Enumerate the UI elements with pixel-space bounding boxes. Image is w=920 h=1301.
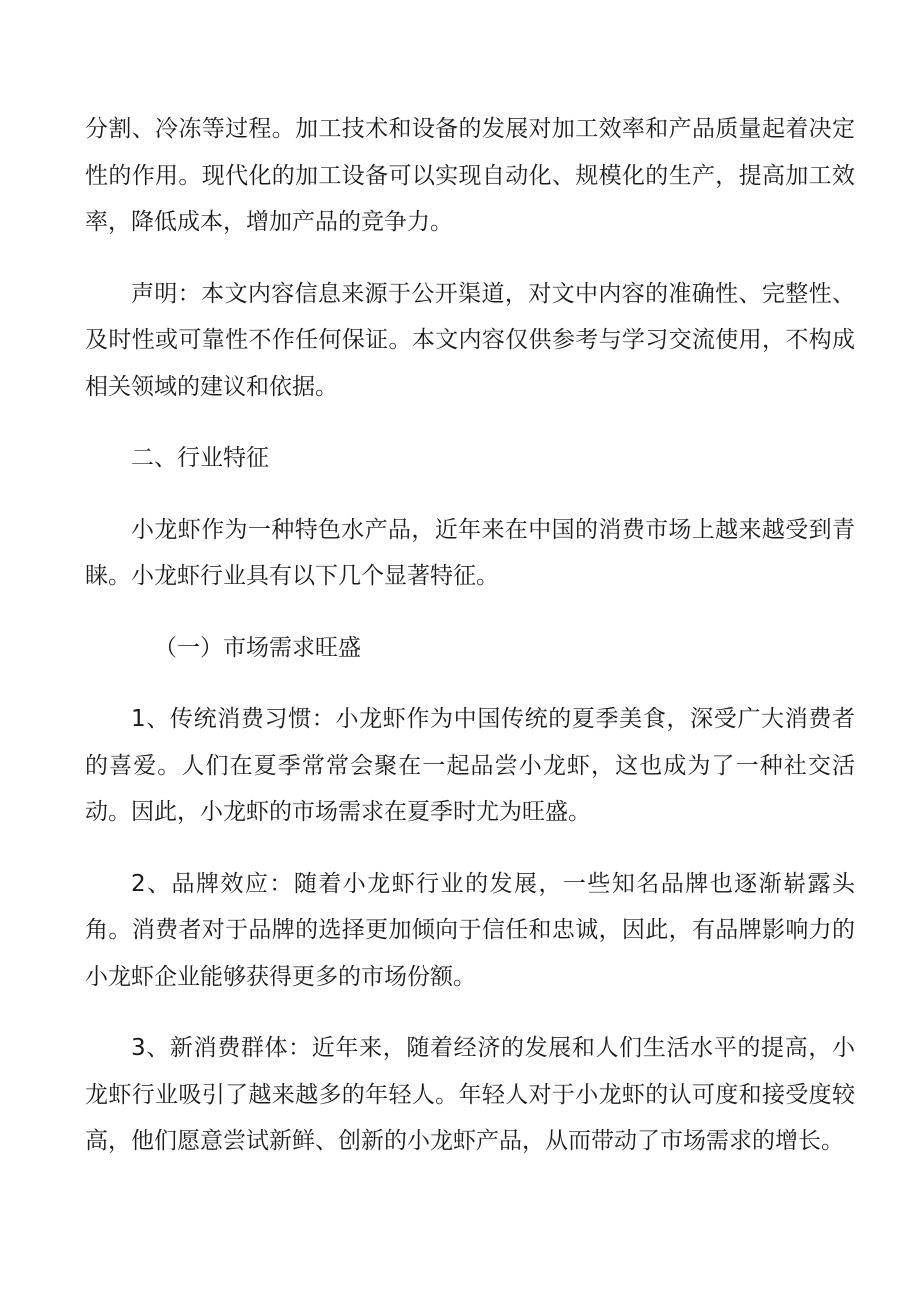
- paragraph-disclaimer: 声明：本文内容信息来源于公开渠道，对文中内容的准确性、完整性、及时性或可靠性不作任何保证。本文内容仅供参考与学习交流使用，不构成相关领域的建议和依据。: [85, 280, 855, 400]
- list-item-1: 1、传统消费习惯：小龙虾作为中国传统的夏季美食，深受广大消费者的喜爱。人们在夏季常常会聚在一起品尝小龙虾，这也成为了一种社交活动。因此，小龙虾的市场需求在夏季时尤为旺盛。: [85, 706, 855, 825]
- list-item-2: 2、品牌效应：随着小龙虾行业的发展，一些知名品牌也逐渐崭露头角。消费者对于品牌的选择更加倾向于信任和忠诚，因此，有品牌影响力的小龙虾企业能够获得更多的市场份额。: [85, 870, 855, 990]
- document-body: [85, 106, 855, 1190]
- paragraph-processing: 分割、冷冻等过程。加工技术和设备的发展对加工效率和产品质量起着决定性的作用。现代化的加工设备可以实现自动化、规模化的生产，提高加工效率，降低成本，增加产品的竞争力。: [85, 116, 855, 235]
- section-heading: 二、行业特征: [131, 445, 269, 471]
- subsection-heading: （一）市场需求旺盛: [154, 634, 361, 661]
- list-item-3: 3、新消费群体：近年来，随着经济的发展和人们生活水平的提高，小龙虾行业吸引了越来越多的年轻人。年轻人对于小龙虾的认可度和接受度较高，他们愿意尝试新鲜、创新的小龙虾产品，从而带动了市场需求的增长。: [85, 1035, 855, 1154]
- paragraph-intro: 小龙虾作为一种特色水产品，近年来在中国的消费市场上越来越受到青睐。小龙虾行业具有以下几个显著特征。: [85, 516, 855, 589]
